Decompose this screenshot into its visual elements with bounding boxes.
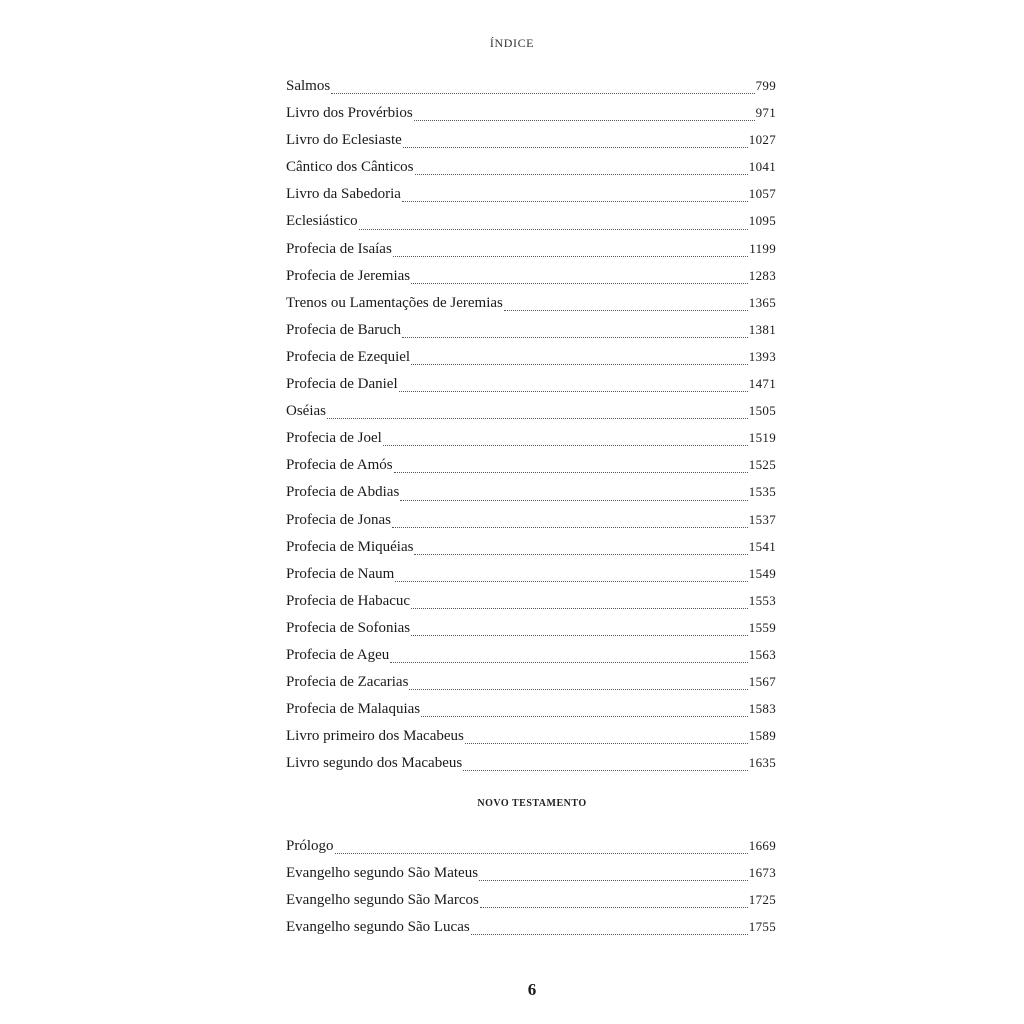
toc-entry-page: 1057 (748, 186, 776, 202)
toc-entry-title: Livro segundo dos Macabeus (286, 755, 463, 772)
toc-entry-page: 799 (755, 78, 776, 93)
dot-leader (463, 769, 748, 771)
dot-leader (471, 933, 748, 935)
toc-entry (286, 478, 776, 505)
toc-entry (286, 749, 776, 776)
toc-entry (286, 316, 776, 343)
toc-entry (286, 641, 776, 668)
toc-entry (286, 397, 776, 424)
dot-leader (400, 499, 747, 501)
toc-entry-page: 1525 (748, 457, 776, 473)
toc-entry-title: Livro dos Provérbios (286, 105, 413, 122)
dot-leader (390, 661, 748, 663)
dot-leader (331, 92, 754, 94)
toc-entry (286, 506, 776, 533)
dot-leader (393, 255, 748, 257)
toc-entry-title: Profecia de Abdias (286, 484, 400, 501)
toc-entry-title: Oséias (286, 403, 326, 420)
toc-entry-title: Profecia de Daniel (286, 376, 398, 393)
dot-leader (399, 390, 748, 392)
toc-entry (286, 668, 776, 695)
dot-leader (335, 852, 748, 854)
toc-entry (286, 832, 776, 859)
dot-leader (411, 634, 748, 636)
toc-entry-page: 1519 (748, 430, 776, 446)
toc-entry-title: Profecia de Habacuc (286, 592, 411, 609)
toc-entry-page: 1583 (748, 701, 776, 717)
dot-leader (414, 119, 755, 121)
toc-entry (286, 370, 776, 397)
dot-leader (392, 526, 748, 528)
dot-leader (504, 309, 748, 311)
toc-entry (286, 343, 776, 370)
toc-entry-page: 1505 (748, 403, 776, 419)
toc-entry-page: 1027 (748, 132, 776, 148)
index-header: ÍNDICE (489, 36, 535, 50)
dot-leader (402, 336, 748, 338)
toc-entry (286, 72, 776, 99)
toc-entry-page: 1381 (748, 321, 776, 337)
dot-leader (394, 471, 748, 473)
dot-leader (411, 363, 748, 365)
toc-entry-title: Profecia de Ezequiel (286, 348, 411, 365)
toc-entry (286, 153, 776, 180)
toc-entry-page: 1755 (748, 919, 776, 935)
toc-entry-page: 1541 (748, 538, 776, 554)
toc-entry-title: Livro primeiro dos Macabeus (286, 728, 464, 745)
toc-entry-title: Livro do Eclesiaste (286, 132, 402, 149)
toc-entry-title: Cântico dos Cânticos (286, 159, 414, 176)
toc-entry-page: 1537 (748, 511, 776, 527)
toc-entry (286, 289, 776, 316)
dot-leader (411, 607, 748, 609)
toc-entry-title: Eclesiástico (286, 213, 358, 230)
toc-entry (286, 722, 776, 749)
section-title: NOVO TESTAMENTO (477, 798, 587, 809)
dot-leader (402, 200, 748, 202)
toc-entry (286, 560, 776, 587)
toc-entry-page: 1563 (748, 646, 776, 662)
toc-old-testament (286, 72, 776, 776)
toc-entry-title: Trenos ou Lamentações de Jeremias (286, 294, 503, 311)
toc-entry (286, 587, 776, 614)
toc-entry (286, 451, 776, 478)
toc-entry-title: Profecia de Naum (286, 565, 395, 582)
dot-leader (480, 906, 748, 908)
toc-entry-title: Profecia de Sofonias (286, 619, 411, 636)
toc-entry-title: Profecia de Joel (286, 430, 382, 447)
toc-entry-page: 1365 (748, 294, 776, 310)
toc-entry-page: 1635 (748, 755, 776, 771)
toc-entry (286, 614, 776, 641)
toc-entry (286, 235, 776, 262)
toc-entry-page: 1567 (748, 674, 776, 690)
toc-entry (286, 424, 776, 451)
toc-entry-title: Profecia de Ageu (286, 646, 390, 663)
dot-leader (359, 228, 748, 230)
toc-entry-title: Profecia de Malaquias (286, 701, 421, 718)
toc-entry-title: Profecia de Jonas (286, 511, 391, 528)
toc-entry-page: 1673 (748, 865, 776, 881)
toc-entry (286, 533, 776, 560)
toc-entry-title: Profecia de Amós (286, 457, 393, 474)
toc-entry-title: Evangelho segundo São Marcos (286, 892, 479, 909)
dot-leader (383, 444, 748, 446)
dot-leader (415, 173, 748, 175)
dot-leader (421, 715, 748, 717)
dot-leader (414, 553, 747, 555)
toc-entry (286, 886, 776, 913)
toc-entry (286, 207, 776, 234)
dot-leader (411, 282, 748, 284)
toc-entry-title: Livro da Sabedoria (286, 186, 401, 203)
toc-entry (286, 126, 776, 153)
toc-entry-title: Profecia de Isaías (286, 240, 392, 257)
dot-leader (395, 580, 748, 582)
dot-leader (479, 879, 748, 881)
toc-entry-title: Profecia de Zacarias (286, 674, 409, 691)
toc-entry (286, 859, 776, 886)
toc-entry (286, 99, 776, 126)
dot-leader (465, 742, 748, 744)
toc-entry-page: 1095 (748, 213, 776, 229)
toc-entry-page: 1535 (748, 484, 776, 500)
toc-entry-page: 971 (755, 105, 776, 121)
toc-entry (286, 262, 776, 289)
toc-entry-title: Evangelho segundo São Mateus (286, 865, 479, 882)
dot-leader (327, 417, 748, 419)
toc-entry-page: 1199 (749, 240, 776, 256)
dot-leader (409, 688, 747, 690)
toc-entry-page: 1549 (748, 565, 776, 581)
toc-entry (286, 913, 776, 940)
toc-entry-title: Profecia de Jeremias (286, 267, 411, 284)
toc-entry-page: 1553 (748, 592, 776, 608)
toc-entry (286, 695, 776, 722)
toc-new-testament (286, 832, 776, 940)
dot-leader (403, 146, 748, 148)
toc-entry-page: 1283 (748, 267, 776, 283)
toc-entry-title: Profecia de Miquéias (286, 538, 414, 555)
toc-entry (286, 180, 776, 207)
toc-entry-title: Salmos (286, 78, 331, 94)
toc-entry-page: 1589 (748, 728, 776, 744)
toc-entry-title: Profecia de Baruch (286, 321, 401, 338)
toc-entry-page: 1393 (748, 348, 776, 364)
toc-entry-page: 1559 (748, 619, 776, 635)
toc-entry-title: Evangelho segundo São Lucas (286, 919, 470, 936)
toc-entry-page: 1041 (748, 159, 776, 175)
toc-entry-page: 1669 (748, 838, 776, 853)
toc-entry-page: 1725 (748, 892, 776, 908)
toc-entry-title: Prólogo (286, 838, 334, 854)
page-number: 6 (527, 980, 537, 999)
toc-entry-page: 1471 (748, 376, 776, 392)
